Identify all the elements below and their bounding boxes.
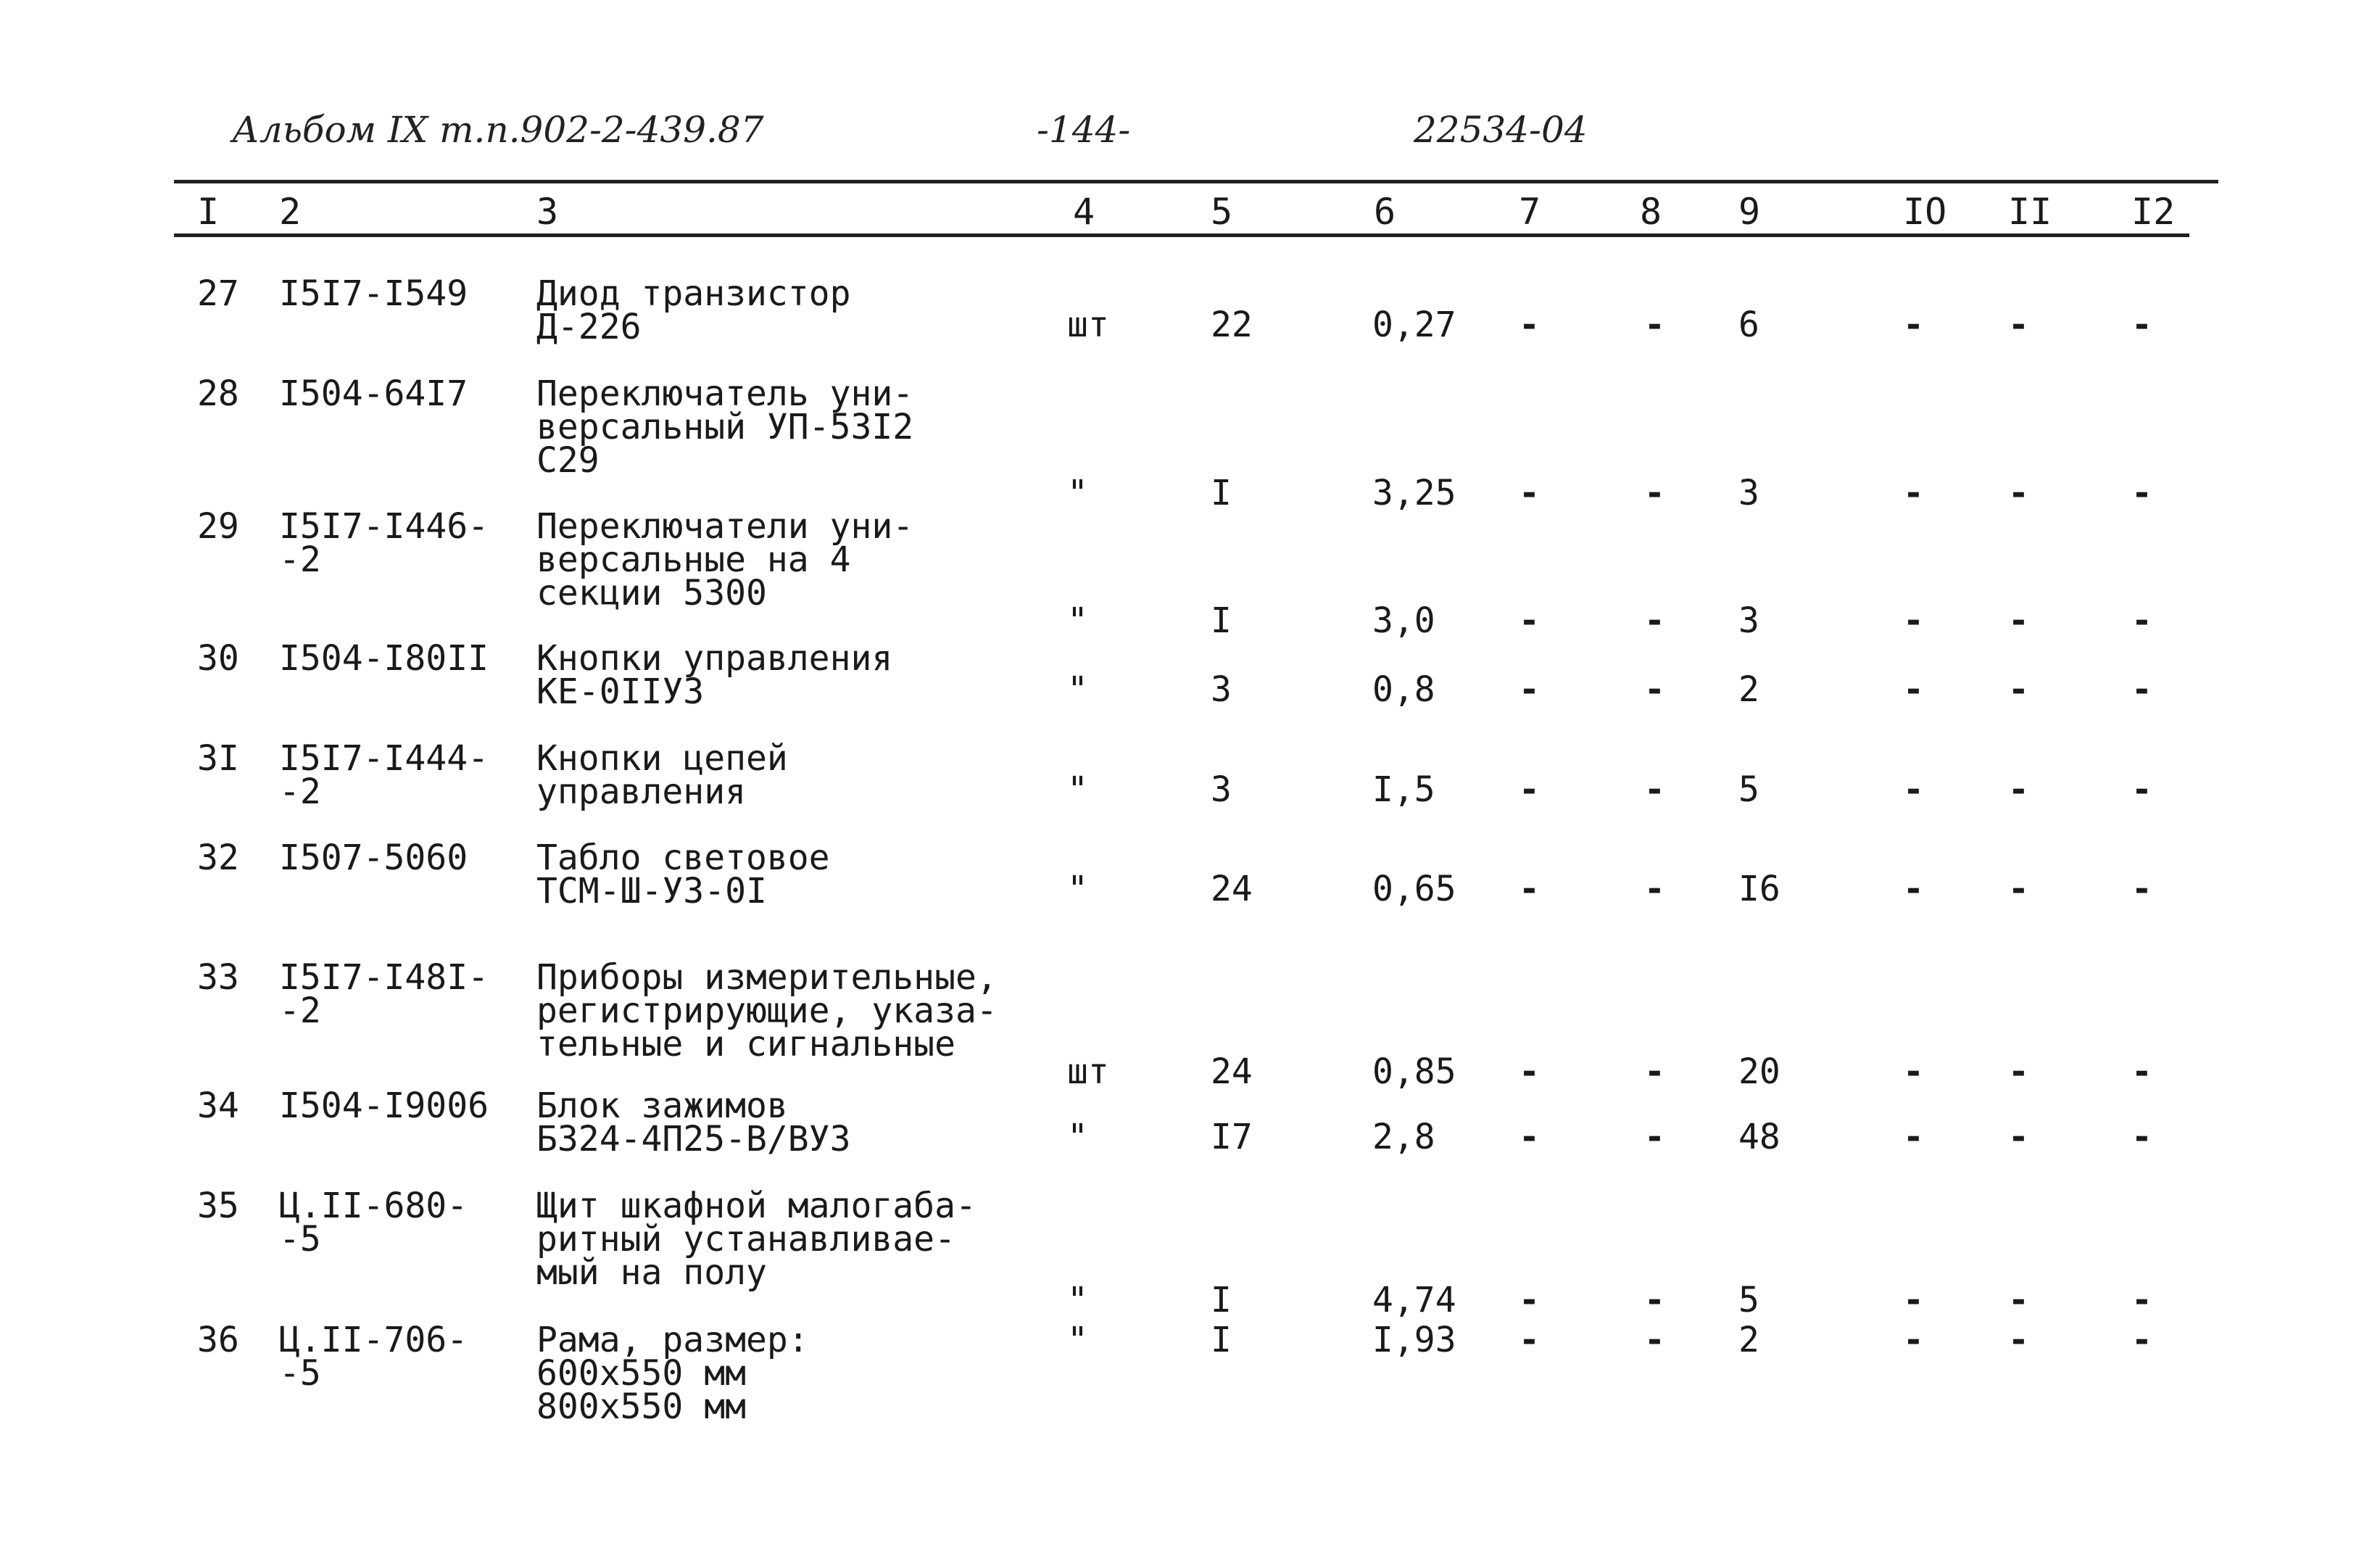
value-cell: I6	[1738, 869, 1780, 909]
quantity-cell: 3	[1211, 769, 1232, 810]
column-header: 7	[1519, 191, 1541, 233]
dash-cell: -	[1519, 1280, 1540, 1320]
dash-cell: -	[2008, 1320, 2029, 1360]
column-header: II	[2008, 191, 2052, 233]
item-name: версальные на 4	[536, 539, 851, 580]
dash-cell: -	[1644, 1051, 1665, 1092]
item-name: ТСМ-Ш-У3-0I	[536, 871, 767, 911]
weight-cell: 0,65	[1372, 869, 1456, 909]
dash-cell: -	[1519, 869, 1540, 909]
dash-cell: -	[2131, 305, 2152, 345]
item-name: КЕ-0IIУ3	[536, 671, 705, 712]
dash-cell: -	[1903, 869, 1924, 909]
quantity-cell: 3	[1211, 669, 1232, 710]
weight-cell: 0,8	[1372, 669, 1435, 710]
page-number: -144-	[1037, 109, 1131, 151]
dash-cell: -	[1519, 669, 1540, 710]
dash-cell: -	[2008, 305, 2029, 345]
value-cell: 2	[1738, 1320, 1759, 1360]
dash-cell: -	[2131, 1280, 2152, 1320]
item-name: Табло световое	[536, 838, 830, 878]
row-number: 29	[197, 506, 239, 547]
item-name: Переключатели уни-	[536, 506, 914, 547]
header-rule-top	[174, 180, 2218, 183]
unit-cell: "	[1067, 600, 1088, 641]
weight-cell: 3,0	[1372, 600, 1435, 641]
column-header: 8	[1640, 191, 1662, 233]
value-cell: 3	[1738, 600, 1759, 641]
value-cell: 5	[1738, 1280, 1759, 1320]
quantity-cell: I	[1211, 600, 1232, 641]
item-name: Д-226	[536, 307, 642, 347]
dash-cell: -	[1644, 669, 1665, 710]
dash-cell: -	[1903, 600, 1924, 641]
item-name: версальный УП-53I2	[536, 407, 914, 447]
dash-cell: -	[2008, 869, 2029, 909]
designation-code: -5	[279, 1219, 321, 1260]
designation-code: Ц.II-706-	[279, 1320, 468, 1360]
column-header: 3	[536, 191, 559, 233]
quantity-cell: I	[1211, 1320, 1232, 1360]
item-name: мый на полу	[536, 1252, 767, 1293]
dash-cell: -	[1644, 1320, 1665, 1360]
designation-code: I5I7-I444-	[279, 738, 489, 779]
quantity-cell: 22	[1211, 305, 1253, 345]
designation-code: -2	[279, 539, 321, 580]
dash-cell: -	[2008, 1051, 2029, 1092]
item-name: Диод транзистор	[536, 273, 851, 314]
item-name: секции 5300	[536, 573, 767, 613]
unit-cell: "	[1067, 473, 1088, 513]
album-reference: Альбом IX т.п.902-2-439.87	[232, 109, 764, 151]
weight-cell: 0,27	[1372, 305, 1456, 345]
dash-cell: -	[2008, 1117, 2029, 1157]
item-name: Б324-4П25-В/ВУ3	[536, 1119, 851, 1159]
column-header: I2	[2131, 191, 2176, 233]
item-name: Приборы измерительные,	[536, 957, 998, 998]
dash-cell: -	[1903, 769, 1924, 810]
item-name: регистрирующие, указа-	[536, 991, 998, 1031]
designation-code: I5I7-I549	[279, 273, 468, 314]
quantity-cell: 24	[1211, 1051, 1253, 1092]
dash-cell: -	[1903, 473, 1924, 513]
value-cell: 20	[1738, 1051, 1780, 1092]
row-number: 34	[197, 1085, 239, 1126]
dash-cell: -	[1644, 869, 1665, 909]
dash-cell: -	[2131, 869, 2152, 909]
dash-cell: -	[2131, 669, 2152, 710]
designation-code: I504-64I7	[279, 373, 468, 414]
row-number: 33	[197, 957, 239, 998]
row-number: 35	[197, 1186, 239, 1226]
designation-code: I5I7-I446-	[279, 506, 489, 547]
dash-cell: -	[1644, 600, 1665, 641]
value-cell: 48	[1738, 1117, 1780, 1157]
item-name: Рама, размер:	[536, 1320, 809, 1360]
column-header: 9	[1738, 191, 1761, 233]
weight-cell: I,93	[1372, 1320, 1456, 1360]
item-name: С29	[536, 440, 600, 481]
unit-cell: шт	[1067, 1051, 1109, 1092]
designation-code: I504-I80II	[279, 638, 489, 679]
weight-cell: 0,85	[1372, 1051, 1456, 1092]
item-name: Переключатель уни-	[536, 373, 914, 414]
dash-cell: -	[1519, 1117, 1540, 1157]
unit-cell: "	[1067, 669, 1088, 710]
designation-code: I5I7-I48I-	[279, 957, 489, 998]
dash-cell: -	[2008, 473, 2029, 513]
dash-cell: -	[2008, 669, 2029, 710]
quantity-cell: I7	[1211, 1117, 1253, 1157]
item-name: Щит шкафной малогаба-	[536, 1186, 977, 1226]
dash-cell: -	[1644, 1280, 1665, 1320]
designation-code: I504-I9006	[279, 1085, 489, 1126]
weight-cell: I,5	[1372, 769, 1435, 810]
dash-cell: -	[2131, 1320, 2152, 1360]
dash-cell: -	[1519, 769, 1540, 810]
item-name: тельные и сигнальные	[536, 1024, 955, 1064]
dash-cell: -	[2131, 769, 2152, 810]
row-number: 32	[197, 838, 239, 878]
row-number: 3I	[197, 738, 239, 779]
dash-cell: -	[2008, 769, 2029, 810]
item-name: управления	[536, 772, 746, 812]
header-rule-bottom	[174, 233, 2189, 237]
dash-cell: -	[1644, 1117, 1665, 1157]
quantity-cell: I	[1211, 1280, 1232, 1320]
unit-cell: "	[1067, 869, 1088, 909]
dash-cell: -	[1644, 473, 1665, 513]
dash-cell: -	[1519, 1320, 1540, 1360]
weight-cell: 4,74	[1372, 1280, 1456, 1320]
row-number: 27	[197, 273, 239, 314]
designation-code: -2	[279, 991, 321, 1031]
unit-cell: "	[1067, 1320, 1088, 1360]
row-number: 30	[197, 638, 239, 679]
column-header: 4	[1073, 191, 1095, 233]
value-cell: 3	[1738, 473, 1759, 513]
dash-cell: -	[2131, 1051, 2152, 1092]
item-name: Блок зажимов	[536, 1085, 788, 1126]
designation-code: Ц.II-680-	[279, 1186, 468, 1226]
row-number: 28	[197, 373, 239, 414]
row-number: 36	[197, 1320, 239, 1360]
quantity-cell: 24	[1211, 869, 1253, 909]
item-name: Кнопки управления	[536, 638, 893, 679]
dash-cell: -	[2131, 600, 2152, 641]
dash-cell: -	[2008, 1280, 2029, 1320]
dash-cell: -	[1519, 600, 1540, 641]
column-header: 2	[279, 191, 302, 233]
dash-cell: -	[1519, 1051, 1540, 1092]
column-header: 5	[1211, 191, 1233, 233]
dash-cell: -	[1903, 669, 1924, 710]
quantity-cell: I	[1211, 473, 1232, 513]
weight-cell: 3,25	[1372, 473, 1456, 513]
dash-cell: -	[1903, 1117, 1924, 1157]
item-name: ритный устанавливае-	[536, 1219, 955, 1260]
dash-cell: -	[1903, 1280, 1924, 1320]
designation-code: I507-5060	[279, 838, 468, 878]
column-header: 6	[1374, 191, 1396, 233]
dash-cell: -	[2131, 1117, 2152, 1157]
dash-cell: -	[1903, 305, 1924, 345]
dash-cell: -	[2131, 473, 2152, 513]
column-header: IO	[1903, 191, 1947, 233]
dash-cell: -	[1644, 305, 1665, 345]
value-cell: 6	[1738, 305, 1759, 345]
unit-cell: "	[1067, 769, 1088, 810]
value-cell: 2	[1738, 669, 1759, 710]
designation-code: -2	[279, 772, 321, 812]
dash-cell: -	[1903, 1320, 1924, 1360]
dash-cell: -	[1644, 769, 1665, 810]
document-number: 22534-04	[1414, 109, 1588, 151]
item-name: Кнопки цепей	[536, 738, 788, 779]
column-header: I	[197, 191, 220, 233]
designation-code: -5	[279, 1353, 321, 1394]
weight-cell: 2,8	[1372, 1117, 1435, 1157]
unit-cell: шт	[1067, 305, 1109, 345]
item-name: 800x550 мм	[536, 1386, 746, 1427]
dash-cell: -	[2008, 600, 2029, 641]
dash-cell: -	[1519, 473, 1540, 513]
value-cell: 5	[1738, 769, 1759, 810]
dash-cell: -	[1903, 1051, 1924, 1092]
unit-cell: "	[1067, 1117, 1088, 1157]
unit-cell: "	[1067, 1280, 1088, 1320]
item-name: 600x550 мм	[536, 1353, 746, 1394]
dash-cell: -	[1519, 305, 1540, 345]
